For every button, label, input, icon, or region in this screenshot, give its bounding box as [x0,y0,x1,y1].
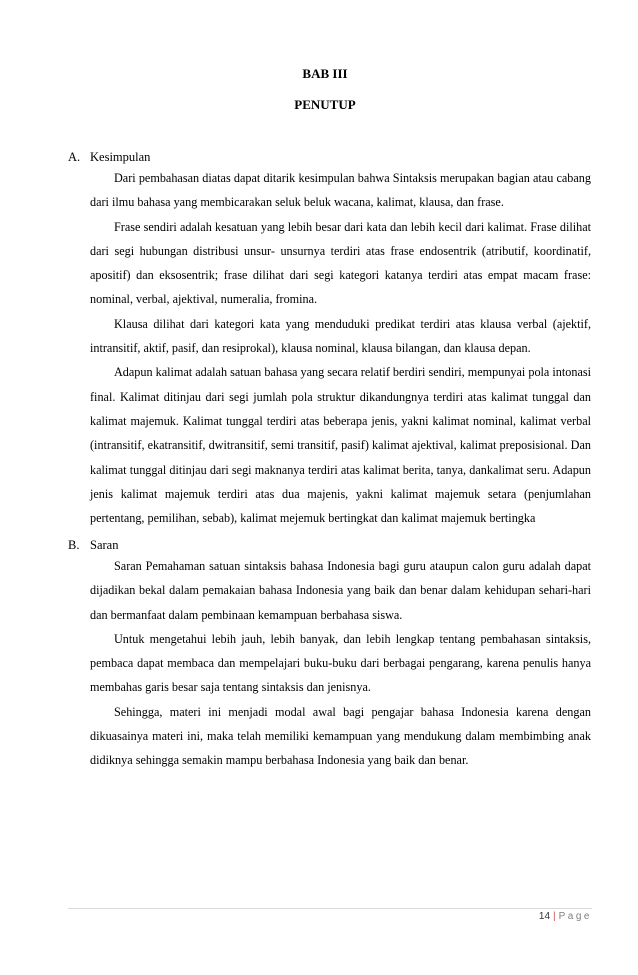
section-a-title: Kesimpulan [90,150,151,164]
footer-divider [68,908,592,909]
page-number: 14 [538,911,551,922]
paragraph: Adapun kalimat adalah satuan bahasa yang secara relatif berdiri sendiri, mempunyai pola intonasi final. Kalimat ditinjau dari segi jumlah pola struktur dikandungnya terdiri atas kalimat tunggal dan kalimat majemuk. Kalimat tunggal terdiri atas beberapa jenis, yakni kalimat nominal, kalimat verbal (intransitif, ekatransitif, dwitransitif, semi transitif, pasif) kalimat ajektival, kalimat preposisional. Dan kalimat tunggal ditinjau dari segi maknanya terdiri atas kalimat berita, tanya, dankalimat seru. Adapun jenis kalimat majemuk terdiri atas dua majenis, yakni kalimat majemuk setara (penjumlahan pertentang, pemilihan, sebab), kalimat mejemuk bertingkat dan kalimat majemuk bertingka [90,365,591,526]
page-footer [539,911,592,922]
paragraph: Klausa dilihat dari kategori kata yang menduduki predikat terdiri atas klausa verbal (ajektif, intransitif, aktif, pasif, dan resiprokal), klausa nominal, klausa bilangan, dan klausa depan. [90,316,591,356]
section-a-letter: A. [68,150,81,164]
section-b-heading [68,538,118,553]
chapter-number: BAB III [302,66,348,81]
paragraph: Sehingga, materi ini menjadi modal awal bagi pengajar bahasa Indonesia karena dengan dikuasainya materi ini, maka telah memiliki kemampuan yang mendukung dalam membimbing anak didiknya sehingga semakin mampu berbahasa Indonesia yang baik dan benar. [90,704,591,768]
chapter-title: PENUTUP [294,97,356,112]
section-b-letter: B. [68,538,80,552]
section-b-body [90,554,591,773]
paragraph: Dari pembahasan diatas dapat ditarik kesimpulan bahwa Sintaksis merupakan bagian atau cabang dari ilmu bahasa yang membicarakan seluk beluk wacana, kalimat, klausa, dan frase. [90,171,591,210]
paragraph: Untuk mengetahui lebih jauh, lebih banyak, dan lebih lengkap tentang pembahasan sintaksis, pembaca dapat membaca dan mempelajari buku-buku dari berbagai pengarang, karena penulis hanya membahas garis besar saja tentang sintaksis dan jenisnya. [90,631,591,695]
section-a-heading [68,150,150,165]
paragraph: Saran Pemahaman satuan sintaksis bahasa Indonesia bagi guru ataupun calon guru adalah dapat dijadikan bekal dalam pemakaian bahasa Indonesia yang baik dan benar dalam kehidupan sehari-hari dan bermanfaat dalam pembinaan kemampuan berbahasa siswa. [90,559,591,622]
section-a-body [90,166,591,530]
footer-separator: | [553,911,556,922]
section-b-title: Saran [90,538,119,552]
paragraph: Frase sendiri adalah kesatuan yang lebih besar dari kata dan lebih kecil dari kalimat. Frase dilihat dari segi hubungan distribusi unsur- unsurnya terdiri atas frase endosentrik (atributif, koordinatif, apositif) dan eksosentrik; frase dilihat dari segi kategori katanya terdiri atas empat macam frase: nominal, verbal, ajektival, numeralia, fromina. [90,219,591,307]
page-label: Page [558,911,592,922]
